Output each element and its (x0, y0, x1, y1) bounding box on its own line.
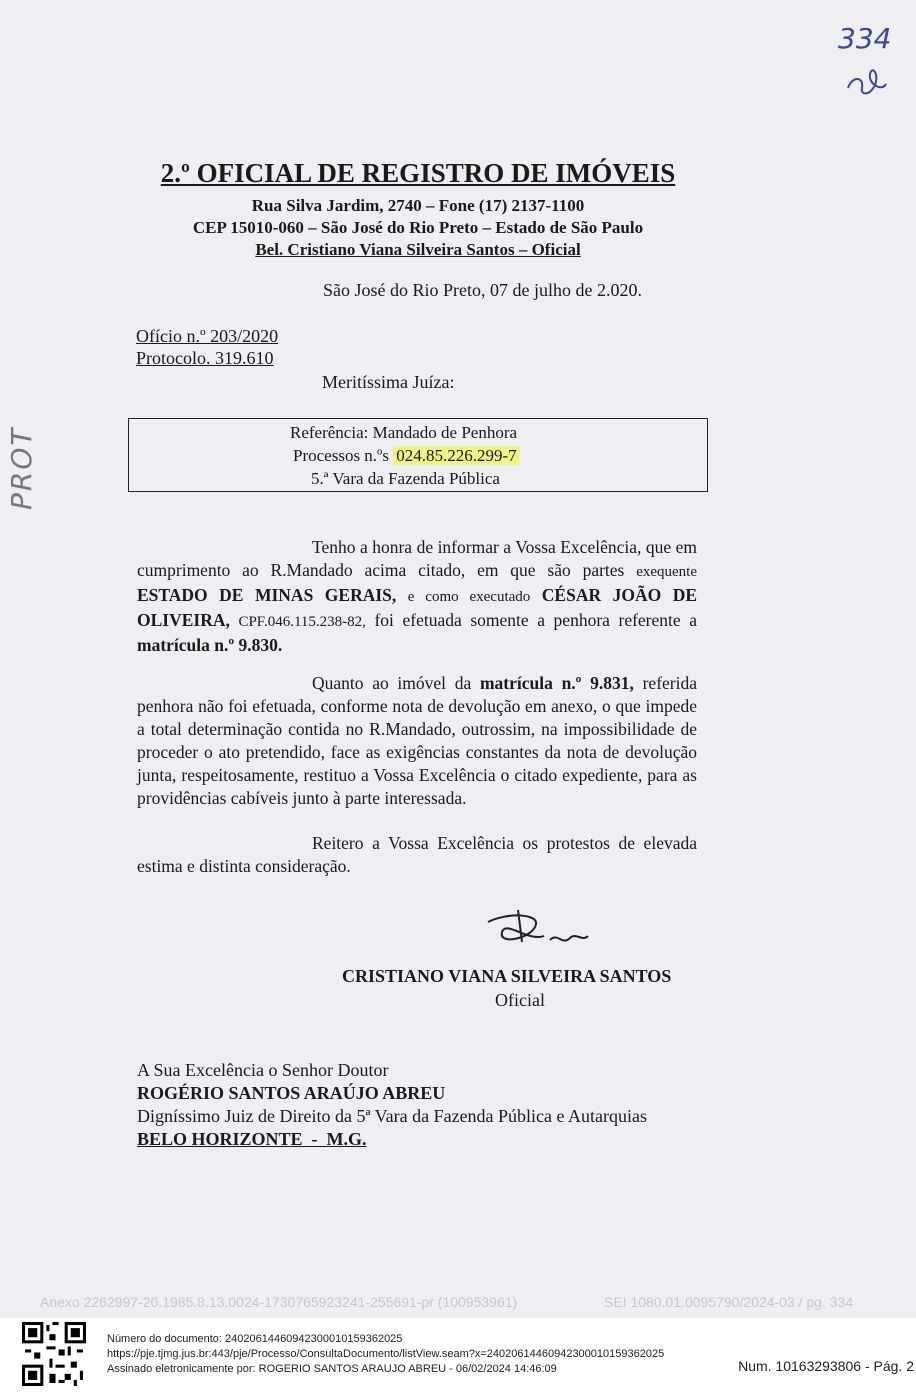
p3-text: Reitero a Vossa Excelência os protestos de elevada estima e distinta consideração. (137, 833, 697, 876)
p1-matricula: matrícula n.º 9.830. (137, 635, 283, 655)
addressee-name: ROGÉRIO SANTOS ARAÚJO ABREU (137, 1083, 446, 1103)
p1-exequente: ESTADO DE MINAS GERAIS, (137, 585, 397, 605)
oficio-number: Ofício n.º 203/2020 (136, 326, 279, 346)
p1-executado: CÉSAR JOÃO DE OLIVEIRA, (137, 585, 698, 630)
p2-text-a: Quanto ao imóvel da (312, 673, 472, 693)
addressee-greeting: A Sua Excelência o Senhor Doutor (137, 1060, 389, 1080)
margin-stamp: PROT (5, 426, 38, 510)
addressee-city: BELO HORIZONTE - M.G. (137, 1129, 367, 1149)
process-label: Processos n.ºs (293, 446, 389, 465)
paragraph-3 (137, 832, 697, 878)
reference-process (293, 446, 520, 466)
footer-doc-number: Número do documento: 24020614460942300010159362025 (107, 1333, 403, 1345)
registry-title: 2.º OFICIAL DE REGISTRO DE IMÓVEIS (160, 158, 676, 188)
watermark-left: Anexo 2262997-20.1985.8.13.0024-1730765923241-255691-pr (100953961) (40, 1294, 518, 1310)
p1-text-b: exequente (636, 564, 698, 580)
footer-signed-by: Assinado eletronicamente por: ROGERIO SANTOS ARAUJO ABREU - 06/02/2024 14:46:09 (107, 1363, 557, 1375)
qr-code[interactable] (22, 1322, 86, 1386)
footer-page-ref: Num. 10163293806 - Pág. 2 (738, 1358, 914, 1374)
paragraph-2 (137, 672, 697, 810)
p1-text-a: Tenho a honra de informar a Vossa Excelência, que em cumprimento ao R.Mandado acima citado, em que são partes (137, 537, 697, 580)
registry-address: Rua Silva Jardim, 2740 – Fone (17) 2137-1100 (251, 196, 585, 215)
handwritten-page-number: 334 (838, 22, 892, 55)
p1-text-c: e como executado (407, 589, 531, 605)
p2-text-b: referida penhora não foi efetuada, conforme nota de devolução em anexo, o que impede a total determinação contida no R.Mandado, outrossim, na impossibilidade de proceder o ato pretendido, face as exigências constantes da nota de devolução junta, respeitosamente, restituo a Vossa Excelência o citado expediente, para as providências cabíveis junto à parte interessada. (137, 673, 698, 808)
paragraph-1 (137, 536, 697, 657)
salutation: Meritíssima Juíza: (322, 372, 455, 392)
reference-title: Referência: Mandado de Penhora (290, 423, 518, 442)
footer-url[interactable]: https://pje.tjmg.jus.br:443/pje/Processo/ConsultaDocumento/listView.seam?x=24020614460942300010159362025 (107, 1348, 665, 1360)
reference-court: 5.ª Vara da Fazenda Pública (311, 469, 500, 488)
handwritten-initials (842, 62, 892, 102)
signer-role: Oficial (495, 990, 545, 1010)
watermark-right: SEI 1080.01.0095790/2024-03 / pg. 334 (604, 1294, 854, 1310)
reference-box (128, 418, 708, 492)
addressee-title: Digníssimo Juiz de Direito da 5ª Vara da Fazenda Pública e Autarquias (137, 1106, 648, 1126)
p2-matricula: matrícula n.º 9.831, (479, 673, 634, 693)
handwritten-signature (478, 902, 618, 962)
signer-name: CRISTIANO VIANA SILVEIRA SANTOS (342, 966, 672, 986)
date-line: São José do Rio Preto, 07 de julho de 2.020. (323, 280, 642, 300)
registry-cep: CEP 15010-060 – São José do Rio Preto – Estado de São Paulo (192, 218, 644, 237)
p1-text-d: foi efetuada somente a penhora referente a (374, 610, 697, 630)
p1-cpf: CPF.046.115.238-82, (238, 614, 366, 630)
registry-officer: Bel. Cristiano Viana Silveira Santos – Oficial (255, 240, 581, 259)
protocolo-number: Protocolo. 319.610 (136, 348, 274, 368)
process-number: 024.85.226.299-7 (393, 446, 519, 465)
